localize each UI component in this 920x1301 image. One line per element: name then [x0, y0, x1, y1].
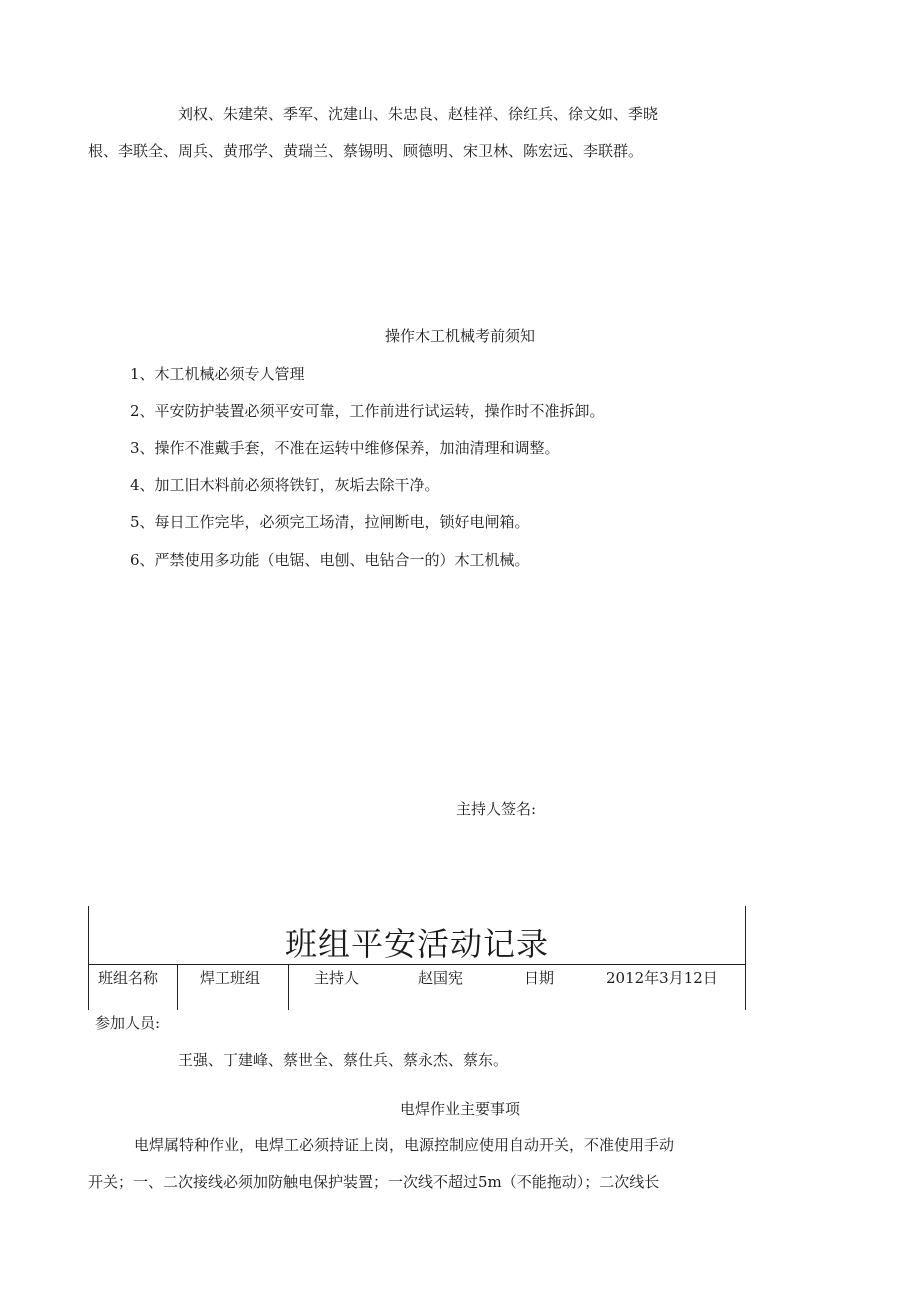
- notice-item-6: 6、严禁使用多功能（电锯、电刨、电钻合一的）木工机械。: [130, 551, 530, 569]
- record-cell-divider-1: [177, 965, 178, 1010]
- record-cell-divider-2: [288, 965, 289, 1010]
- team-name-label: 班组名称: [98, 969, 159, 987]
- notice-title: 操作木工机械考前须知: [384, 327, 535, 345]
- notice-item-4: 4、加工旧木料前必须将铁钉，灰垢去除干净。: [130, 476, 440, 494]
- team-name-value: 焊工班组: [200, 969, 261, 987]
- notice-item-3: 3、操作不准戴手套，不准在运转中维修保养，加油清理和调整。: [130, 439, 560, 457]
- date-label: 日期: [524, 969, 555, 987]
- paragraph-line-1: 电焊属特种作业，电焊工必须持证上岗，电源控制应使用自动开关，不准使用手动: [134, 1136, 675, 1154]
- record-title-divider: [88, 964, 746, 965]
- section-title: 电焊作业主要事项: [399, 1100, 520, 1118]
- notice-item-5: 5、每日工作完毕，必须完工场清，拉闸断电，锁好电闸箱。: [130, 513, 530, 531]
- names-line-1: 刘权、朱建荣、季军、沈建山、朱忠良、赵桂祥、徐红兵、徐文如、季晓: [178, 105, 659, 123]
- host-label: 主持人: [314, 969, 360, 987]
- participants-list: 王强、丁建峰、蔡世全、蔡仕兵、蔡永杰、蔡东。: [178, 1051, 509, 1069]
- participants-label: 参加人员:: [95, 1014, 161, 1032]
- date-value: 2012年3月12日: [606, 969, 718, 987]
- paragraph-line-2: 开关；一、二次接线必须加防触电保护装置；一次线不超过5m（不能拖动）；二次线长: [88, 1173, 660, 1191]
- notice-item-1: 1、木工机械必须专人管理: [130, 365, 305, 383]
- names-line-2: 根、李联全、周兵、黄邢学、黄瑞兰、蔡锡明、顾德明、宋卫林、陈宏远、李联群。: [88, 142, 644, 160]
- host-value: 赵国宪: [418, 969, 464, 987]
- record-title: 班组平安活动记录: [284, 925, 549, 963]
- notice-item-2: 2、平安防护装置必须平安可靠，工作前进行试运转，操作时不准拆卸。: [130, 402, 605, 420]
- signature-label: 主持人签名:: [456, 800, 537, 818]
